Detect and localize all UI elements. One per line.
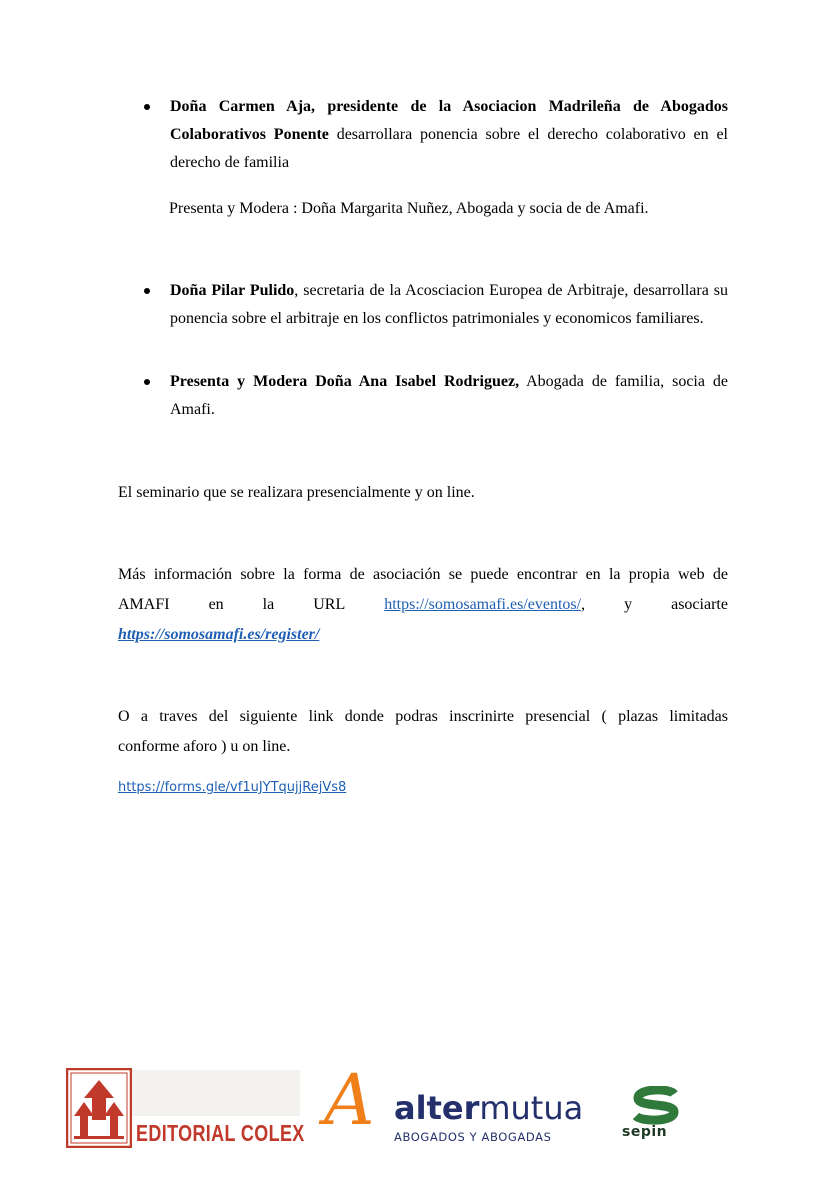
moderator-line-margarita [169, 195, 649, 223]
speaker-name: Doña Carmen Aja, presidente de la Asociacion Madrileña de Abogados Colaborativos Ponente [170, 98, 728, 143]
altermutua-alter: alter [394, 1089, 480, 1127]
colex-background-box [132, 1070, 300, 1116]
word-la: la [262, 596, 275, 613]
info-paragraph [118, 560, 728, 650]
moderator-item-ana-isabel [170, 368, 728, 424]
altermutua-subtitle: ABOGADOS Y ABOGADAS [394, 1130, 552, 1144]
word-amafi: AMAFI [118, 596, 170, 613]
altermutua-a-mark: A [324, 1059, 375, 1141]
sepin-wordmark: sepin [622, 1124, 668, 1140]
seminar-text: El seminario que se realizara presencialmente y on line. [118, 484, 475, 501]
eventos-link[interactable]: https://somosamafi.es/eventos/ [384, 596, 582, 613]
sepin-s-icon [626, 1086, 686, 1126]
speaker-item-carmen-aja [170, 93, 728, 177]
signup-line-1: O a traves del siguiente link donde podras inscrinirte presencial ( plazas limitadas [118, 708, 728, 725]
sepin-logo [618, 1086, 694, 1142]
info-line-1: Más información sobre la forma de asociación se puede encontrar en la propia web de [118, 566, 728, 583]
info-line-2 [118, 590, 728, 620]
altermutua-wordmark [394, 1090, 583, 1126]
moderator-description: Abogada de familia, socia de Amafi. [170, 373, 729, 418]
altermutua-logo [318, 1059, 593, 1150]
moderator-name: Presenta y Modera Doña Ana Isabel Rodriguez, [170, 373, 520, 390]
word-asociarte: asociarte [671, 596, 728, 613]
colex-wordmark: EDITORIAL COLEX [136, 1120, 305, 1146]
speaker-description: , secretaria de la Acosciacion Europea de Arbitraje, desarrollara su ponencia sobre el arbitraje en los conflictos patrimoniales y economicos familiares. [170, 282, 728, 327]
signup-line-2: conforme aforo ) u on line. [118, 738, 291, 755]
word-url: URL [313, 596, 346, 613]
form-link-line [118, 778, 346, 796]
register-link[interactable]: https://somosamafi.es/register/ [118, 626, 320, 643]
editorial-colex-logo [66, 1068, 305, 1150]
info-line-3 [118, 620, 728, 650]
signup-paragraph [118, 702, 728, 762]
speaker-name: Doña Pilar Pulido [170, 282, 295, 299]
word-en: en [208, 596, 224, 613]
form-link[interactable]: https://forms.gle/vf1uJYTqujjRejVs8 [118, 780, 347, 795]
speaker-description: desarrollara ponencia sobre el derecho colaborativo en el derecho de familia [170, 126, 728, 171]
word-y: y [624, 596, 633, 613]
colex-emblem-icon [66, 1068, 132, 1148]
eventos-link-group [384, 590, 585, 620]
seminar-paragraph [118, 478, 728, 508]
altermutua-mutua: mutua [479, 1089, 584, 1127]
comma: , [581, 596, 586, 613]
speaker-item-pilar-pulido [170, 277, 728, 333]
moderator-text: Presenta y Modera : Doña Margarita Nuñez, Abogada y socia de de Amafi. [169, 200, 649, 217]
